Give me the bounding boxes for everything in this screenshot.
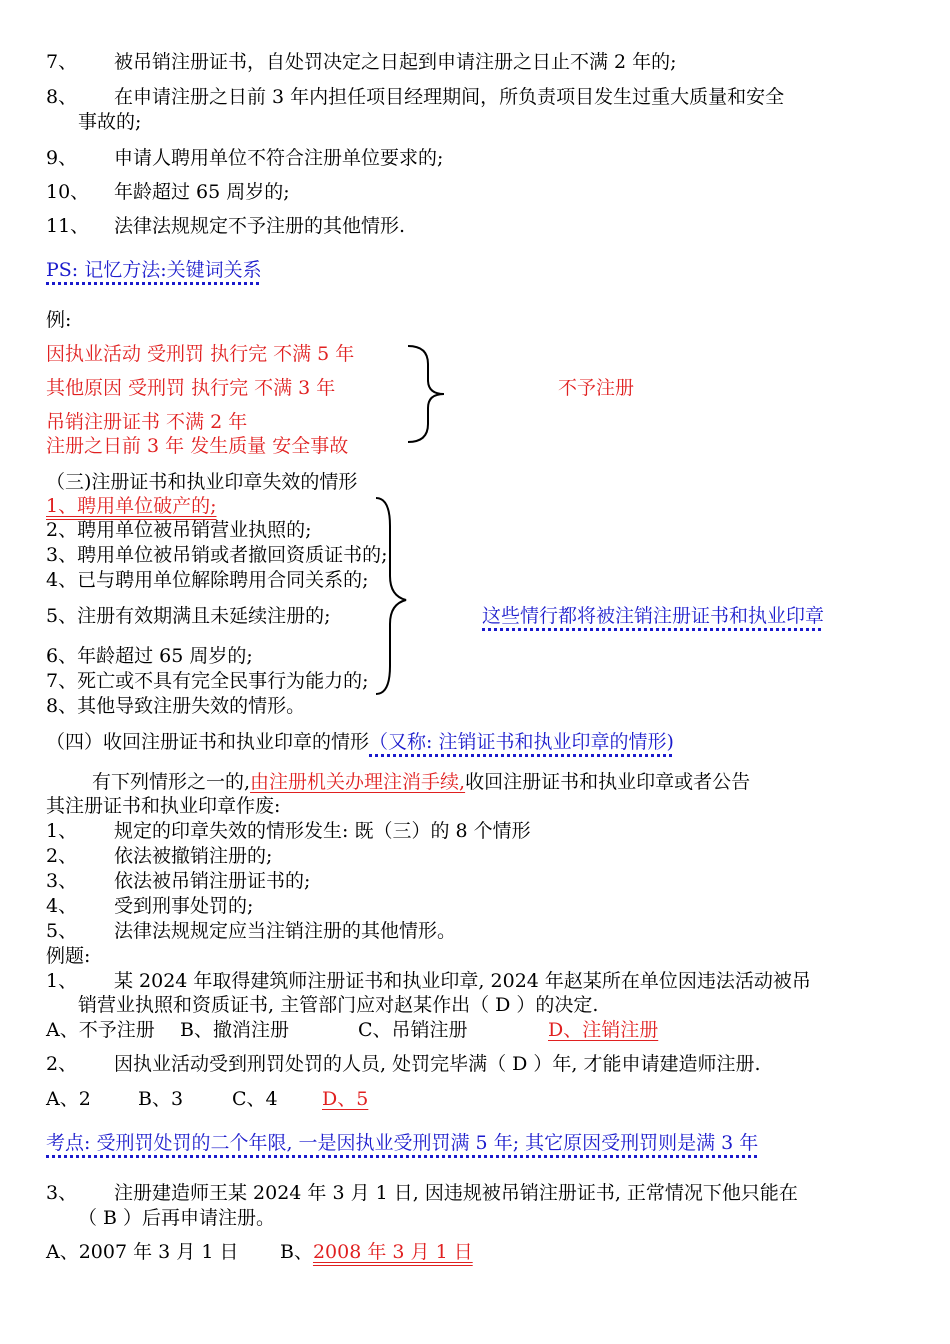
option-b-answer: 2008 年 3 月 1 日: [312, 1241, 473, 1263]
section3-item: 3、聘用单位被吊销或者撤回资质证书的;: [46, 544, 388, 566]
section4-item: 2、 依法被撤销注册的;: [46, 845, 273, 867]
brace-icon: [400, 344, 450, 444]
section3-title: （三)注册证书和执业印章失效的情形: [46, 471, 358, 493]
section4-intro: 有下列情形之一的,由注册机关办理注消手续,收回注册证书和执业印章或者公告: [92, 771, 751, 793]
option-b: B、: [280, 1241, 313, 1263]
question-1-continuation: 销营业执照和资质证书, 主管部门应对赵某作出（ D ）的决定.: [78, 994, 599, 1016]
list-item: 11、 法律法规规定不予注册的其他情形.: [46, 215, 406, 237]
option-d-answer: D、注销注册: [548, 1019, 659, 1041]
section3-item: 4、已与聘用单位解除聘用合同关系的;: [46, 569, 369, 591]
option-b: B、撤消注册: [180, 1019, 289, 1041]
section4-title: （四）收回注册证书和执业印章的情形（又称: 注销证书和执业印章的情形): [46, 731, 674, 753]
section3-item: 2、聘用单位被吊销营业执照的;: [46, 519, 312, 541]
option-a: A、2: [46, 1088, 91, 1110]
option-a: A、2007 年 3 月 1 日: [46, 1241, 239, 1263]
section4-intro-continuation: 其注册证书和执业印章作废:: [46, 795, 281, 817]
question-3-options: [46, 1240, 473, 1264]
option-a: A、不予注册: [46, 1019, 155, 1041]
section4-intro-highlight: 由注册机关办理注消手续,: [250, 771, 466, 793]
list-item-continuation: 事故的;: [78, 111, 142, 133]
no-register-label: 不予注册: [558, 377, 635, 399]
memory-row: 其他原因 受刑罚 执行完 不满 3 年: [46, 377, 336, 399]
memory-row: 注册之日前 3 年 发生质量 安全事故: [46, 435, 349, 457]
section4-item: 4、 受到刑事处罚的;: [46, 895, 254, 917]
question-2-options: [46, 1087, 368, 1111]
question-1-options: [46, 1018, 658, 1042]
list-item: 8、 在申请注册之日前 3 年内担任项目经理期间，所负责项目发生过重大质量和安全: [46, 86, 785, 108]
list-item: 10、 年龄超过 65 周岁的;: [46, 181, 290, 203]
option-c: C、4: [232, 1088, 278, 1110]
section3-item: 6、年龄超过 65 周岁的;: [46, 645, 253, 667]
option-b: B、3: [138, 1088, 184, 1110]
question-2: 2、 因执业活动受到刑罚处罚的人员, 处罚完毕满（ D ）年, 才能申请建造师注册.: [46, 1053, 761, 1075]
list-item: 7、 被吊销注册证书，自处罚决定之日起到申请注册之日止不满 2 年的;: [46, 51, 677, 73]
option-d-answer: D、5: [322, 1088, 369, 1110]
question-3: 3、 注册建造师王某 2024 年 3 月 1 日, 因违规被吊销注册证书, 正常情况下他只能在: [46, 1182, 798, 1204]
examples-label: 例题:: [46, 945, 91, 967]
ps-memory-tip: PS: 记忆方法:关键词关系: [46, 259, 262, 281]
memory-row: 吊销注册证书 不满 2 年: [46, 411, 248, 433]
question-1: 1、 某 2024 年取得建筑师注册证书和执业印章, 2024 年赵某所在单位因违法活动被吊: [46, 970, 811, 992]
section3-note: 这些情行都将被注销注册证书和执业印章: [482, 605, 825, 627]
memory-row: 因执业活动 受刑罚 执行完 不满 5 年: [46, 343, 355, 365]
brace-icon: [372, 496, 412, 696]
option-c: C、吊销注册: [358, 1019, 468, 1041]
section4-item: 1、 规定的印章失效的情形发生: 既（三）的 8 个情形: [46, 820, 531, 842]
example-label: 例:: [46, 309, 72, 331]
section4-item: 5、 法律法规规定应当注销注册的其他情形。: [46, 920, 457, 942]
section4-alias: （又称: 注销证书和执业印章的情形): [369, 731, 674, 753]
exam-point: 考点: 受刑罚处罚的二个年限, 一是因执业受刑罚满 5 年; 其它原因受刑罚则是满 3 年: [46, 1132, 759, 1154]
section4-item: 3、 依法被吊销注册证书的;: [46, 870, 311, 892]
list-item: 9、 申请人聘用单位不符合注册单位要求的;: [46, 147, 444, 169]
section3-item: 7、死亡或不具有完全民事行为能力的;: [46, 670, 369, 692]
question-3-continuation: （ B ）后再申请注册。: [78, 1207, 276, 1229]
section3-item: 1、聘用单位破产的;: [46, 495, 217, 517]
section3-item: 8、其他导致注册失效的情形。: [46, 695, 306, 717]
section3-item: 5、注册有效期满且未延续注册的;: [46, 605, 331, 627]
